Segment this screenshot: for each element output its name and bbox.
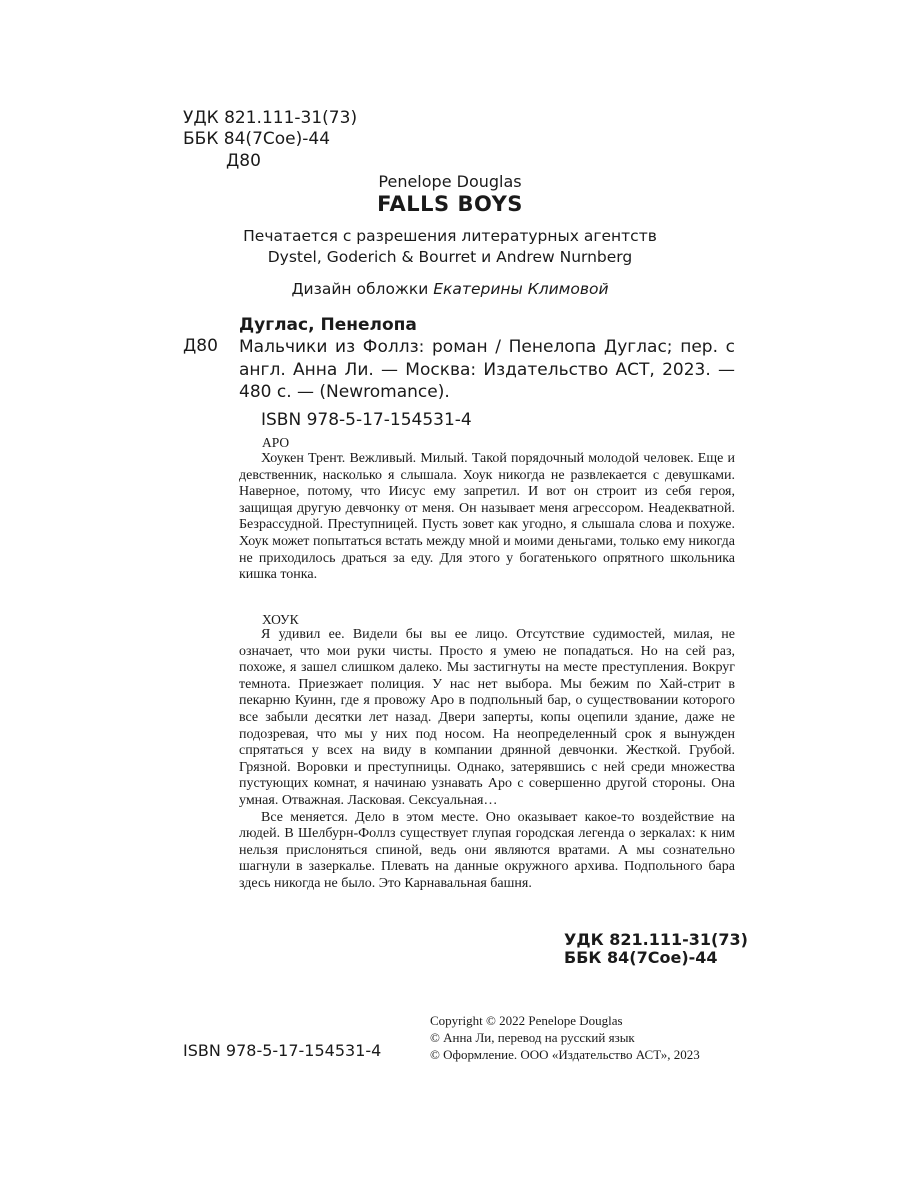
author-mark-top: Д80 xyxy=(226,151,261,171)
cover-design-credit xyxy=(0,280,900,298)
houk-section-label: ХОУК xyxy=(262,612,299,627)
original-author: Penelope Douglas xyxy=(378,172,522,191)
houk-paragraph-2: Все меняется. Дело в этом месте. Оно оказывает какое-то воздействие на людей. В Шелбурн-Фоллз существует глупая городская легенда о зеркалах: к ним нельзя прислоняться спиной, ведь они являются вратами. А мы сознательно шагнули в зазеркалье. Плевать на данные окружного архива. Подпольного бара здесь никогда не было. Это Карнавальная башня. xyxy=(239,809,735,891)
bbk-code-top: ББК 84(7Сое)-44 xyxy=(183,129,331,149)
catalog-isbn: ISBN 978-5-17-154531-4 xyxy=(261,410,472,430)
permission-line-1: Печатается с разрешения литературных агентств xyxy=(243,227,657,245)
houk-paragraph-1: Я удивил ее. Видели бы вы ее лицо. Отсутствие судимостей, милая, не означает, что мои руки чисты. Просто я умею не попадаться. Но на сей раз, похоже, я зашел слишком далеко. Мы застигнуты на месте преступления. Вокруг темнота. Приезжает полиция. У нас нет выбора. Мы бежим по Хай-стрит в пекарню Куинн, где я провожу Аро в подпольный бар, о существовании которого все забыли десятки лет назад. Двери заперты, копы оцепили здание, даже не подозревая, что мы у них под носом. На неопределенный срок я вынужден спрятаться у всех на виду в компании дрянной девчонки. Жесткой. Грубой. Грязной. Воровки и преступницы. Однако, затерявшись с ней среди множества пустующих комнат, я начинаю узнавать Аро с совершенно другой стороны. Она умная. Отважная. Ласковая. Сексуальная… xyxy=(239,627,735,808)
udk-code-top: УДК 821.111-31(73) xyxy=(183,108,358,128)
cover-designer-name: Екатерины Климовой xyxy=(433,280,609,298)
bibliographic-description: Мальчики из Фоллз: роман / Пенелопа Дуглас; пер. с англ. Анна Ли. — Москва: Издательство АСТ, 2023. — 480 с. — (Newromance). xyxy=(239,337,735,402)
catalog-author: Дуглас, Пенелопа xyxy=(239,315,417,335)
catalog-author-mark: Д80 xyxy=(183,336,218,356)
aro-paragraph: Хоукен Трент. Вежливый. Милый. Такой порядочный молодой человек. Еще и девственник, насколько я слышала. Хоук никогда не развлекается с девушками. Наверное, потому, что Иисус ему запретил. И вот он строит из себя героя, защищая другую девчонку от меня. Он называет меня агрессором. Неадекватной. Безрассудной. Преступницей. Пусть зовет как угодно, я слышала слова и похуже. Хоук может попытаться встать между мной и моими деньгами, только ему никогда не приходилось драться за еду. Для этого у богатенького опрятного школьника кишка тонка. xyxy=(239,451,735,583)
cover-design-prefix: Дизайн обложки xyxy=(291,280,429,298)
aro-section-label: АРО xyxy=(262,435,290,450)
udk-code-bottom: УДК 821.111-31(73) xyxy=(564,930,748,949)
original-title: FALLS BOYS xyxy=(377,192,523,216)
copyright-block xyxy=(430,1012,700,1063)
isbn-bottom: ISBN 978-5-17-154531-4 xyxy=(183,1041,382,1060)
copyright-line-1: Copyright © 2022 Penelope Douglas xyxy=(430,1013,623,1028)
houk-annotation xyxy=(239,627,735,893)
copyright-line-2: © Анна Ли, перевод на русский язык xyxy=(430,1030,635,1045)
aro-annotation xyxy=(239,451,735,584)
bbk-code-bottom: ББК 84(7Сое)-44 xyxy=(564,948,718,967)
copyright-line-3: © Оформление. ООО «Издательство АСТ», 2023 xyxy=(430,1047,700,1062)
permission-line-2: Dystel, Goderich & Bourret и Andrew Nurnberg xyxy=(267,248,633,266)
